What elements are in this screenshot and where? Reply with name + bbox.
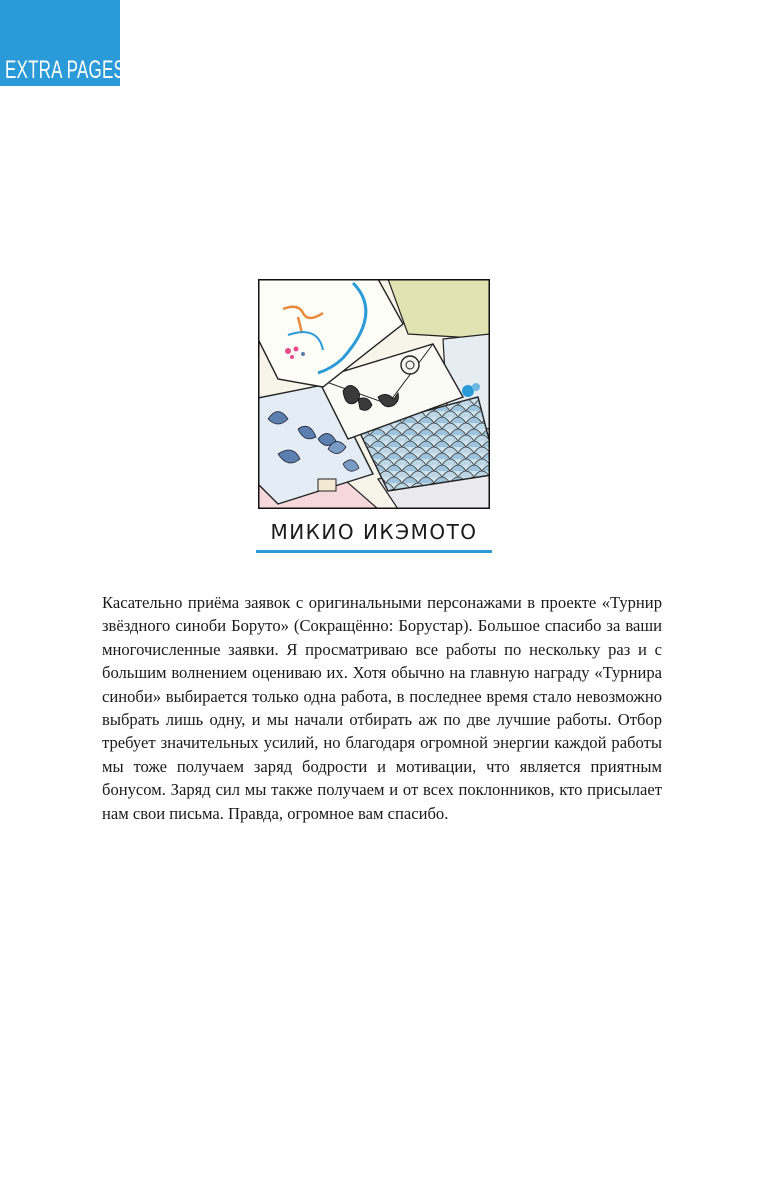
author-underline <box>256 550 492 553</box>
envelopes-illustration <box>258 279 490 509</box>
section-label: EXTRA PAGES <box>5 56 126 84</box>
body-paragraph: Касательно приёма заявок с оригинальными персонажами в проекте «Турнир звёздного синоби Боруто» (Сокращённо: Борустар). Большое спасибо за ваши многочисленные заявки. Я просматриваю все работы по нескольку раз и с большим волнением оцениваю их. Хотя обычно на главную награду «Турнира синоби» выбирается только одна работа, в последнее время стало невозможно выбрать лишь одну, и мы начали отбирать аж по две лучшие работы. Отбор требует значительных усилий, но благодаря огромной энергии каждой работы мы тоже получаем заряд бодрости и мотивации, что является приятным бонусом. Заряд сил мы также получаем и от всех поклонников, кто присылает нам свои письма. Правда, огромное вам спасибо. <box>102 593 662 823</box>
author-name: МИКИО ИКЭМОТО <box>270 520 478 544</box>
section-tab <box>0 0 126 86</box>
